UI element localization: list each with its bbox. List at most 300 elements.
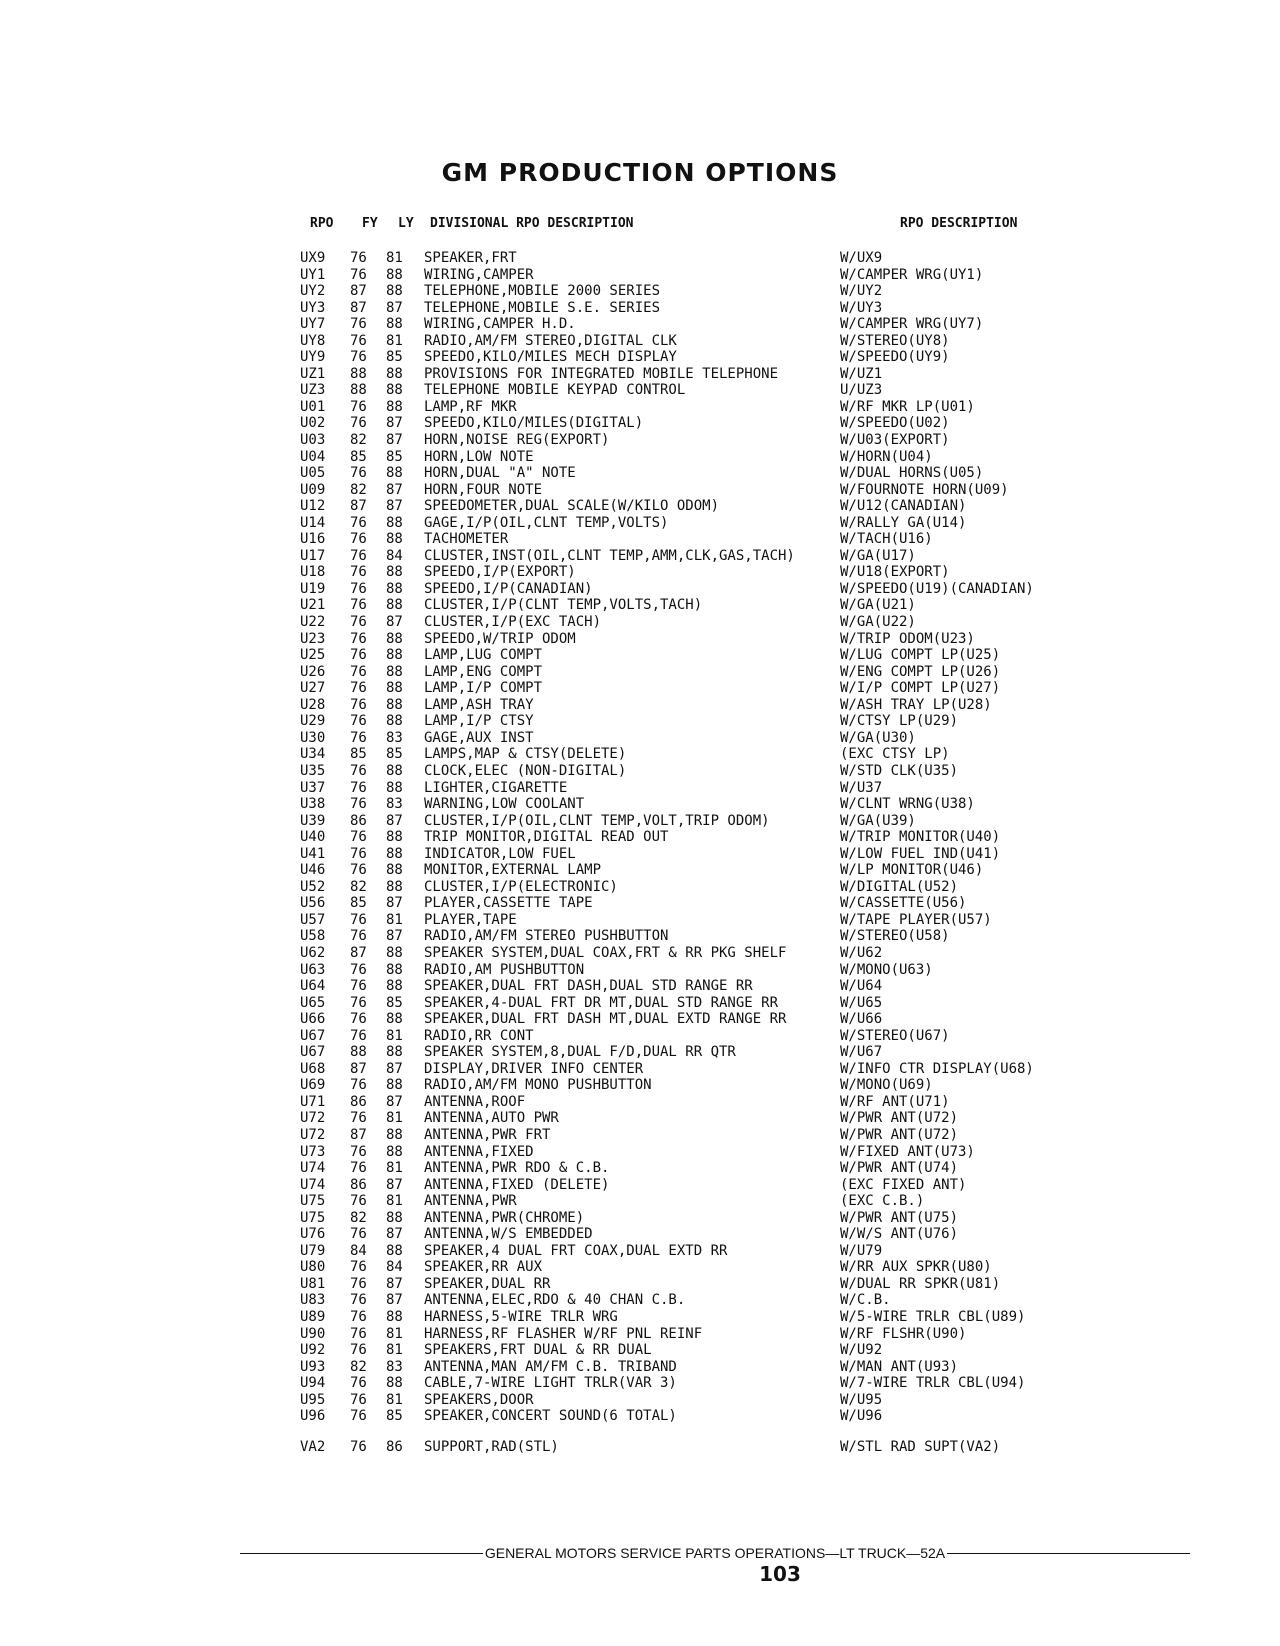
divisional-description-cell: LIGHTER,CIGARETTE [424,779,568,796]
divisional-description-cell: TACHOMETER [424,531,509,548]
divisional-description-cell: ANTENNA,ROOF [424,1093,526,1110]
rpo-description-cell: W/DUAL HORNS(U05) [840,465,984,482]
first-year-cell: 82 [350,1209,367,1226]
last-year-cell: 88 [386,580,403,597]
rpo-description-cell: W/CTSY LP(U29) [840,713,959,730]
header-rpo-description: RPO DESCRIPTION [900,216,1018,231]
rpo-description-cell: W/RF FLSHR(U90) [840,1325,967,1342]
last-year-cell: 88 [386,283,403,300]
rpo-code-cell: U03 [300,432,326,449]
rpo-description-cell: W/ENG COMPT LP(U26) [840,663,1001,680]
table-row [0,300,1280,317]
rpo-code-cell: U16 [300,531,326,548]
rpo-code-cell: UY8 [300,332,326,349]
table-row [0,399,1280,416]
table-row [0,333,1280,350]
last-year-cell: 85 [386,349,403,366]
divisional-description-cell: CLUSTER,I/P(OIL,CLNT TEMP,VOLT,TRIP ODOM) [424,812,770,829]
rpo-code-cell: U67 [300,1027,326,1044]
rpo-description-cell: W/RR AUX SPKR(U80) [840,1259,992,1276]
last-year-cell: 88 [386,663,403,680]
rpo-code-cell: U62 [300,944,326,961]
rpo-code-cell: U35 [300,762,326,779]
divisional-description-cell: GAGE,I/P(OIL,CLNT TEMP,VOLTS) [424,514,669,531]
last-year-cell: 88 [386,878,403,895]
rpo-description-cell: W/GA(U39) [840,812,916,829]
rpo-code-cell: UZ3 [300,382,326,399]
rpo-code-cell: U73 [300,1143,326,1160]
first-year-cell: 76 [350,729,367,746]
table-row [0,581,1280,598]
table-row [0,763,1280,780]
last-year-cell: 88 [386,531,403,548]
first-year-cell: 76 [350,547,367,564]
last-year-cell: 81 [386,1391,403,1408]
rpo-description-cell: W/U37 [840,779,883,796]
rpo-code-cell: U71 [300,1093,326,1110]
rpo-code-cell: U57 [300,911,326,928]
rpo-code-cell: U93 [300,1358,326,1375]
first-year-cell: 76 [350,1292,367,1309]
rpo-code-cell: U89 [300,1309,326,1325]
table-row [0,1276,1280,1293]
first-year-cell: 76 [350,564,367,581]
first-year-cell: 76 [350,978,367,995]
last-year-cell: 87 [386,614,403,631]
rpo-description-cell: W/CLNT WRNG(U38) [840,796,975,813]
first-year-cell: 76 [350,845,367,862]
last-year-cell: 81 [386,332,403,349]
first-year-cell: 76 [350,1077,367,1094]
rpo-code-cell: U90 [300,1325,326,1342]
rpo-code-cell: U05 [300,465,326,482]
rpo-description-cell: W/PWR ANT(U72) [840,1110,959,1127]
table-row [0,1326,1280,1343]
last-year-cell: 87 [386,895,403,912]
last-year-cell: 81 [386,1027,403,1044]
first-year-cell: 76 [350,961,367,978]
divisional-description-cell: ANTENNA,W/S EMBEDDED [424,1226,593,1243]
table-row [0,1094,1280,1111]
first-year-cell: 76 [350,1342,367,1359]
first-year-cell: 76 [350,597,367,614]
rpo-code-cell: U64 [300,978,326,995]
rpo-code-cell: U14 [300,514,326,531]
first-year-cell: 76 [350,614,367,631]
first-year-cell: 85 [350,448,367,465]
rpo-code-cell: U29 [300,713,326,730]
divisional-description-cell: SPEAKER,DUAL RR [424,1275,551,1292]
last-year-cell: 87 [386,812,403,829]
rpo-code-cell: UY2 [300,283,326,300]
rpo-code-cell: U28 [300,696,326,713]
rpo-description-cell: W/UY3 [840,299,883,316]
rpo-code-cell: U27 [300,680,326,697]
rpo-code-cell: U81 [300,1275,326,1292]
last-year-cell: 88 [386,779,403,796]
rpo-code-cell: UZ1 [300,365,326,382]
first-year-cell: 76 [350,829,367,846]
rpo-code-cell: VA2 [300,1438,326,1455]
first-year-cell: 85 [350,895,367,912]
first-year-cell: 76 [350,250,367,266]
first-year-cell: 76 [350,415,367,432]
rpo-code-cell: UY3 [300,299,326,316]
divisional-description-cell: SPEAKER,4-DUAL FRT DR MT,DUAL STD RANGE RR [424,994,779,1011]
header-ly: LY [398,216,414,231]
rpo-code-cell: U75 [300,1193,326,1210]
last-year-cell: 88 [386,961,403,978]
last-year-cell: 85 [386,746,403,763]
rpo-description-cell: W/LUG COMPT LP(U25) [840,647,1001,664]
divisional-description-cell: GAGE,AUX INST [424,729,534,746]
last-year-cell: 84 [386,1259,403,1276]
last-year-cell: 87 [386,1275,403,1292]
last-year-cell: 87 [386,1093,403,1110]
divisional-description-cell: LAMP,I/P COMPT [424,680,543,697]
rpo-description-cell: W/TACH(U16) [840,531,933,548]
first-year-cell: 76 [350,465,367,482]
last-year-cell: 88 [386,944,403,961]
divisional-description-cell: ANTENNA,PWR [424,1193,517,1210]
rpo-description-cell: W/I/P COMPT LP(U27) [840,680,1001,697]
table-row [0,912,1280,929]
table-row [0,548,1280,565]
rpo-code-cell: U74 [300,1176,326,1193]
divisional-description-cell: HORN,NOISE REG(EXPORT) [424,432,610,449]
table-row [0,1375,1280,1392]
divisional-description-cell: SPEAKER,FRT [424,250,517,266]
rpo-code-cell: UY1 [300,266,326,283]
table-row [0,1044,1280,1061]
first-year-cell: 76 [350,1391,367,1408]
divisional-description-cell: HORN,DUAL "A" NOTE [424,465,576,482]
rpo-code-cell: U37 [300,779,326,796]
rpo-description-cell: W/TAPE PLAYER(U57) [840,911,992,928]
table-row [0,597,1280,614]
table-row [0,680,1280,697]
rpo-code-cell: U18 [300,564,326,581]
last-year-cell: 88 [386,316,403,333]
divisional-description-cell: SPEAKER,DUAL FRT DASH MT,DUAL EXTD RANGE RR [424,1011,787,1028]
divisional-description-cell: RADIO,AM/FM STEREO,DIGITAL CLK [424,332,677,349]
last-year-cell: 87 [386,1176,403,1193]
rpo-description-cell: U/UZ3 [840,382,883,399]
last-year-cell: 85 [386,448,403,465]
rpo-description-cell: W/LOW FUEL IND(U41) [840,845,1001,862]
table-row [0,829,1280,846]
divisional-description-cell: LAMP,RF MKR [424,398,517,415]
rpo-code-cell: U94 [300,1375,326,1392]
table-row [0,846,1280,863]
table-row [0,498,1280,515]
first-year-cell: 87 [350,944,367,961]
page-number: 103 [759,1562,801,1586]
last-year-cell: 87 [386,432,403,449]
first-year-cell: 76 [350,1309,367,1325]
divisional-description-cell: INDICATOR,LOW FUEL [424,845,576,862]
table-row [0,366,1280,383]
divisional-description-cell: CABLE,7-WIRE LIGHT TRLR(VAR 3) [424,1375,677,1392]
divisional-description-cell: SPEEDO,W/TRIP ODOM [424,630,576,647]
last-year-cell: 88 [386,365,403,382]
rpo-code-cell: U30 [300,729,326,746]
table-row [0,482,1280,499]
divisional-description-cell: SPEEDO,I/P(EXPORT) [424,564,576,581]
divisional-description-cell: DISPLAY,DRIVER INFO CENTER [424,1060,644,1077]
first-year-cell: 76 [350,1226,367,1243]
first-year-cell: 76 [350,862,367,879]
rpo-code-cell: U58 [300,928,326,945]
last-year-cell: 81 [386,1193,403,1210]
first-year-cell: 76 [350,928,367,945]
last-year-cell: 88 [386,1044,403,1061]
first-year-cell: 76 [350,1438,367,1455]
table-row [0,746,1280,763]
last-year-cell: 88 [386,845,403,862]
divisional-description-cell: SPEAKERS,FRT DUAL & RR DUAL [424,1342,652,1359]
divisional-description-cell: CLUSTER,I/P(EXC TACH) [424,614,602,631]
rpo-description-cell: W/STEREO(UY8) [840,332,950,349]
table-row [0,349,1280,366]
rpo-code-cell: U80 [300,1259,326,1276]
rpo-description-cell: W/RF ANT(U71) [840,1093,950,1110]
rpo-description-cell: W/SPEEDO(U02) [840,415,950,432]
first-year-cell: 76 [350,779,367,796]
rpo-code-cell: U34 [300,746,326,763]
table-row [0,432,1280,449]
last-year-cell: 88 [386,829,403,846]
rpo-code-cell: U09 [300,481,326,498]
divisional-description-cell: RADIO,AM/FM STEREO PUSHBUTTON [424,928,669,945]
rpo-description-cell: W/W/S ANT(U76) [840,1226,959,1243]
rpo-description-cell: W/GA(U22) [840,614,916,631]
rpo-description-cell: W/U67 [840,1044,883,1061]
last-year-cell: 88 [386,1126,403,1143]
table-row [0,1177,1280,1194]
rpo-description-cell: W/CAMPER WRG(UY1) [840,266,984,283]
header-rpo: RPO [310,216,334,231]
last-year-cell: 88 [386,630,403,647]
table-row [0,1110,1280,1127]
rpo-description-cell: W/U92 [840,1342,883,1359]
table-row [0,879,1280,896]
table-row [0,415,1280,432]
table-row [0,1127,1280,1144]
divisional-description-cell: SPEEDO,KILO/MILES(DIGITAL) [424,415,644,432]
table-row [0,796,1280,813]
table-row [0,1292,1280,1309]
last-year-cell: 88 [386,1242,403,1259]
last-year-cell: 87 [386,1226,403,1243]
first-year-cell: 76 [350,1375,367,1392]
first-year-cell: 82 [350,432,367,449]
footer-text: GENERAL MOTORS SERVICE PARTS OPERATIONS—LT TRUCK—52A [484,1545,946,1561]
last-year-cell: 88 [386,1011,403,1028]
divisional-description-cell: HORN,FOUR NOTE [424,481,543,498]
table-row [0,267,1280,284]
rpo-code-cell: U22 [300,614,326,631]
first-year-cell: 87 [350,1060,367,1077]
divisional-description-cell: WARNING,LOW COOLANT [424,796,585,813]
rpo-code-cell: U74 [300,1160,326,1177]
divisional-description-cell: ANTENNA,PWR RDO & C.B. [424,1160,610,1177]
rpo-code-cell: U68 [300,1060,326,1077]
table-row [0,862,1280,879]
first-year-cell: 76 [350,1011,367,1028]
divisional-description-cell: TELEPHONE MOBILE KEYPAD CONTROL [424,382,686,399]
header-fy: FY [362,216,378,231]
rpo-code-cell: U63 [300,961,326,978]
last-year-cell: 83 [386,1358,403,1375]
first-year-cell: 76 [350,696,367,713]
rpo-code-cell: U17 [300,547,326,564]
table-row [0,1077,1280,1094]
rpo-code-cell: U67 [300,1044,326,1061]
rpo-code-cell: U75 [300,1209,326,1226]
footer-rule-right [947,1553,1190,1554]
table-row [0,945,1280,962]
first-year-cell: 87 [350,1126,367,1143]
table-row [0,1408,1280,1425]
divisional-description-cell: TRIP MONITOR,DIGITAL READ OUT [424,829,669,846]
last-year-cell: 88 [386,862,403,879]
rpo-description-cell: W/MONO(U69) [840,1077,933,1094]
first-year-cell: 76 [350,514,367,531]
first-year-cell: 76 [350,531,367,548]
first-year-cell: 76 [350,647,367,664]
rpo-description-cell: W/5-WIRE TRLR CBL(U89) [840,1309,1026,1325]
last-year-cell: 88 [386,564,403,581]
rpo-code-cell: U21 [300,597,326,614]
rpo-description-cell: W/INFO CTR DISPLAY(U68) [840,1060,1034,1077]
last-year-cell: 81 [386,1110,403,1127]
page-title: GM PRODUCTION OPTIONS [441,158,839,187]
rpo-code-cell: U04 [300,448,326,465]
first-year-cell: 76 [350,398,367,415]
divisional-description-cell: MONITOR,EXTERNAL LAMP [424,862,602,879]
first-year-cell: 85 [350,746,367,763]
rpo-code-cell: U72 [300,1110,326,1127]
footer-rule-left [240,1553,483,1554]
first-year-cell: 76 [350,762,367,779]
divisional-description-cell: ANTENNA,ELEC,RDO & 40 CHAN C.B. [424,1292,686,1309]
rpo-description-cell: W/STL RAD SUPT(VA2) [840,1438,1001,1455]
first-year-cell: 76 [350,630,367,647]
last-year-cell: 88 [386,1309,403,1325]
rpo-code-cell: U02 [300,415,326,432]
divisional-description-cell: CLUSTER,I/P(ELECTRONIC) [424,878,618,895]
footer [240,1543,1190,1563]
rpo-code-cell: U38 [300,796,326,813]
table-row [0,664,1280,681]
rpo-description-cell: W/GA(U17) [840,547,916,564]
first-year-cell: 82 [350,481,367,498]
rpo-code-cell: U01 [300,398,326,415]
rpo-description-cell: W/C.B. [840,1292,891,1309]
last-year-cell: 81 [386,911,403,928]
last-year-cell: 88 [386,1375,403,1392]
table-row [0,250,1280,267]
last-year-cell: 87 [386,415,403,432]
last-year-cell: 88 [386,680,403,697]
last-year-cell: 87 [386,481,403,498]
divisional-description-cell: LAMPS,MAP & CTSY(DELETE) [424,746,627,763]
rpo-code-cell: UY9 [300,349,326,366]
rpo-description-cell: W/RALLY GA(U14) [840,514,967,531]
first-year-cell: 76 [350,1027,367,1044]
last-year-cell: 88 [386,398,403,415]
last-year-cell: 88 [386,266,403,283]
divisional-description-cell: SPEAKER,RR AUX [424,1259,543,1276]
table-row [0,631,1280,648]
rpo-description-cell: W/DIGITAL(U52) [840,878,959,895]
rpo-description-cell: W/RF MKR LP(U01) [840,398,975,415]
rpo-description-cell: W/U18(EXPORT) [840,564,950,581]
rpo-code-cell: U40 [300,829,326,846]
rpo-description-cell: W/GA(U30) [840,729,916,746]
divisional-description-cell: SPEAKER SYSTEM,8,DUAL F/D,DUAL RR QTR [424,1044,736,1061]
first-year-cell: 76 [350,1259,367,1276]
rpo-description-cell: W/SPEEDO(UY9) [840,349,950,366]
first-year-cell: 76 [350,994,367,1011]
divisional-description-cell: ANTENNA,FIXED [424,1143,534,1160]
divisional-description-cell: CLOCK,ELEC (NON-DIGITAL) [424,762,627,779]
last-year-cell: 88 [386,597,403,614]
table-row [0,531,1280,548]
table-row [0,978,1280,995]
rpo-description-cell: W/U12(CANADIAN) [840,498,967,515]
first-year-cell: 76 [350,1193,367,1210]
last-year-cell: 88 [386,1143,403,1160]
rpo-description-cell: W/PWR ANT(U75) [840,1209,959,1226]
table-row [0,465,1280,482]
divisional-description-cell: SPEAKER,4 DUAL FRT COAX,DUAL EXTD RR [424,1242,728,1259]
last-year-cell: 88 [386,465,403,482]
divisional-description-cell: CLUSTER,I/P(CLNT TEMP,VOLTS,TACH) [424,597,703,614]
rpo-description-cell: W/U66 [840,1011,883,1028]
table-row [0,316,1280,333]
first-year-cell: 88 [350,365,367,382]
rpo-code-cell: U69 [300,1077,326,1094]
first-year-cell: 86 [350,812,367,829]
rpo-description-cell: W/U96 [840,1408,883,1425]
divisional-description-cell: ANTENNA,AUTO PWR [424,1110,559,1127]
last-year-cell: 81 [386,1325,403,1342]
rpo-description-cell: W/U64 [840,978,883,995]
rpo-description-cell: W/DUAL RR SPKR(U81) [840,1275,1001,1292]
table-row [0,962,1280,979]
table-row [0,1359,1280,1376]
divisional-description-cell: HARNESS,RF FLASHER W/RF PNL REINF [424,1325,703,1342]
first-year-cell: 76 [350,680,367,697]
rpo-code-cell: U72 [300,1126,326,1143]
first-year-cell: 76 [350,1143,367,1160]
divisional-description-cell: ANTENNA,PWR(CHROME) [424,1209,585,1226]
divisional-description-cell: SPEAKER SYSTEM,DUAL COAX,FRT & RR PKG SHELF [424,944,787,961]
rpo-code-cell: U79 [300,1242,326,1259]
rpo-code-cell: U65 [300,994,326,1011]
table-row [0,780,1280,797]
rpo-description-cell: W/U62 [840,944,883,961]
first-year-cell: 76 [350,1160,367,1177]
first-year-cell: 87 [350,283,367,300]
rpo-code-cell: U39 [300,812,326,829]
table-row [0,1193,1280,1210]
divisional-description-cell: TELEPHONE,MOBILE 2000 SERIES [424,283,661,300]
rpo-description-cell: W/GA(U21) [840,597,916,614]
last-year-cell: 85 [386,994,403,1011]
